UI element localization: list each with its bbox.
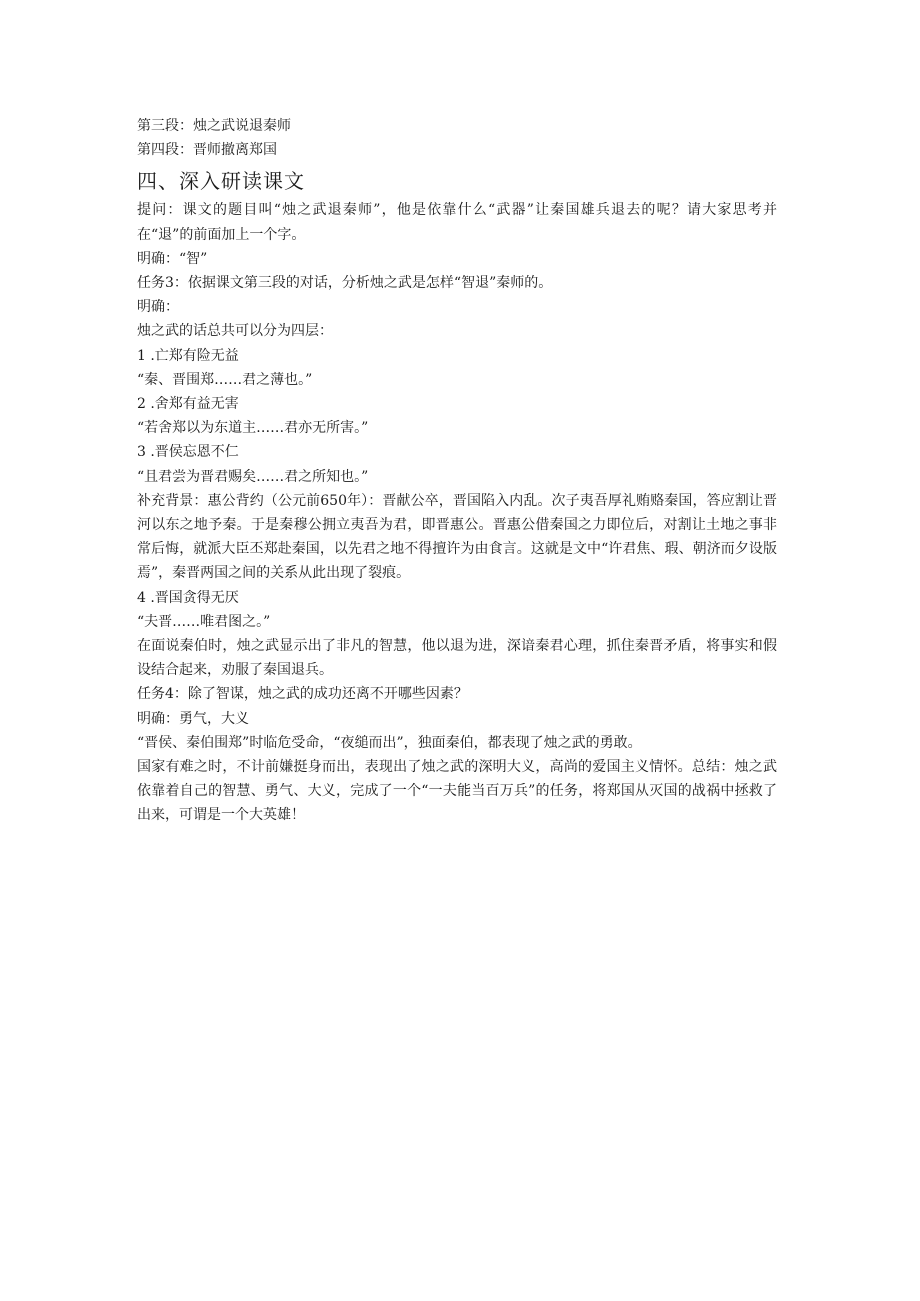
answer-courage: 明确：勇气，大义 [137,710,249,727]
section-para3: 第三段：烛之武说退秦师 [137,118,291,134]
layer-quote: “且君尝为晋君赐矣……君之所知也。” [137,468,369,485]
conclusion-text: 国家有难之时，不计前嫌挺身而出，表现出了烛之武的深明大义，高尚的爱国主义情怀。总结：烛之武依靠着自己的智慧、勇气、大义，完成了一个“一夫能当百万兵”的任务，将郑国从灭国的战祸中拯救了出来，可谓是一个大英雄！ [137,759,777,824]
layer-title: 4 .晋国贪得无厌 [137,589,239,606]
document-page [137,114,777,828]
task3-text: 任务3：依据课文第三段的对话，分析烛之武是怎样“智退”秦师的。 [137,275,553,292]
task4-text: 任务4：除了智谋，烛之武的成功还离不开哪些因素？ [137,686,468,703]
summary-text: 在面说秦伯时，烛之武显示出了非凡的智慧，他以退为进，深谙秦君心理，抓住秦晋矛盾，将事实和假设结合起来，劝服了秦国退兵。 [137,638,777,679]
answer-zhi: 明确：“智” [137,250,208,267]
layer-title: 2 .舍郑有益无害 [137,396,239,413]
layer-title: 3 .晋侯忘恩不仁 [137,444,239,461]
question-text: 提问：课文的题目叫“烛之武退秦师”，他是依靠什么“武器”让秦国雄兵退去的呢？请大家思考并在“退”的前面加上一个字。 [137,202,777,243]
background-text: 补充背景：惠公背约（公元前650年）：晋献公卒，晋国陷入内乱。次子夷吾厚礼贿赂秦国，答应割让晋河以东之地予秦。于是秦穆公拥立夷吾为君，即晋惠公。晋惠公借秦国之力即位后，对割让土地之事非常后悔，就派大臣丕郑赴秦国，以先君之地不得擅许为由食言。这就是文中“许君焦、瑕、朝济而夕设版焉”，秦晋两国之间的关系从此出现了裂痕。 [137,492,777,582]
layers-intro: 烛之武的话总共可以分为四层： [137,323,333,340]
layer-quote: “若舍郑以为东道主……君亦无所害。” [137,420,369,437]
section-heading: 四、深入研读课文 [137,169,305,194]
layer-title: 1 .亡郑有险无益 [137,347,239,364]
layer-quote: “夫晋……唯君图之。” [137,613,271,630]
layer-quote: “秦、晋围郑……君之薄也。” [137,371,313,388]
section-para4: 第四段：晋师撤离郑国 [137,142,277,159]
answer-label: 明确： [137,299,179,316]
courage-text: “晋侯、秦伯围郑”时临危受命，“夜缒而出”，独面秦伯，都表现了烛之武的勇敢。 [137,734,642,751]
